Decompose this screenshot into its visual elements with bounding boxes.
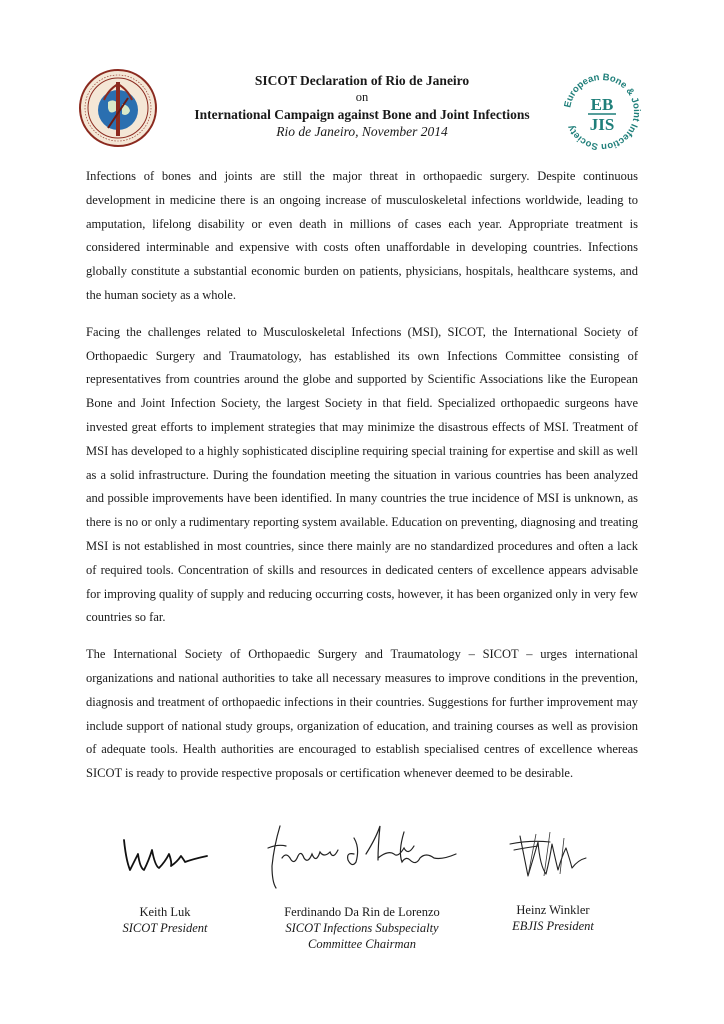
signatory-keith-luk xyxy=(100,904,230,936)
campaign-title: International Campaign against Bone and Joint Infections xyxy=(194,107,530,122)
signatory-name: Heinz Winkler xyxy=(516,903,590,917)
signatory-name: Ferdinando Da Rin de Lorenzo xyxy=(284,905,440,919)
signature-heinz-winkler xyxy=(506,826,590,884)
signatory-name: Keith Luk xyxy=(139,905,191,919)
sicot-emblem-icon xyxy=(78,68,158,148)
signatory-role: SICOT President xyxy=(122,921,208,935)
signatory-heinz-winkler xyxy=(488,902,618,934)
svg-text:EB: EB xyxy=(590,95,614,114)
svg-text:JIS: JIS xyxy=(589,115,615,134)
signatory-role-continued: Committee Chairman xyxy=(308,937,416,951)
signatory-role: SICOT Infections Subspecialty xyxy=(285,921,439,935)
document-title: SICOT Declaration of Rio de Janeiro xyxy=(254,73,470,88)
signature-keith-luk xyxy=(118,834,210,876)
signature-ferdinando-da-rin-de-lorenzo xyxy=(258,818,462,894)
paragraph-3: The International Society of Orthopaedic Surgery and Traumatology – SICOT – urges international organizations and national authorities to take all necessary measures to improve conditions in the prevention, diagnosis and treatment of orthopaedic infections in their countries. Suggestions for further improvement may include support of national study groups, organization of education, and training courses as well as provision of adequate tools. Health authorities are encouraged to establish specialised centres of excellence whereas SICOT is ready to provide respective proposals or certification whenever deemed to be desirable. xyxy=(86,647,638,781)
title-connector: on xyxy=(355,90,369,104)
ebjis-logo-icon xyxy=(560,70,644,154)
document-header xyxy=(160,72,564,140)
paragraph-1: Infections of bones and joints are still the major threat in orthopaedic surgery. Despite continuous development in medicine there is an ongoing increase of musculoskeletal infections worldwide, leading to amputation, lifelong disability or even death in millions of cases each year. Appropriate treatment is considered interminable and expensive with costs often unaffordable in developing countries. Infections globally constitute a substantial economic burden on patients, physicians, hospitals, healthcare systems, and the human society as a whole. xyxy=(86,169,638,302)
svg-text:European Bone & Joint Infectio: European Bone & Joint Infection Society xyxy=(562,71,643,153)
paragraph-2: Facing the challenges related to Musculoskeletal Infections (MSI), SICOT, the International Society of Orthopaedic Surgery and Traumatology, has established its own Infections Committee consisting of representatives from countries around the globe and supported by Scientific Associations like the European Bone and Joint Infection Society, the largest Society in that field. Specialized orthopaedic surgeons have invested great efforts to implement strategies that may minimize the disastrous effects of MSI. Treatment of MSI has developed to a highly sophisticated discipline requiring special training for expertise and skill as well as a solid infrastructure. During the foundation meeting the situation in various countries has been analyzed and possible improvements have been identified. In many countries the true incidence of MSI is unknown, as there is no or only a rudimentary reporting system available. Education on preventing, diagnosing and treating MSI is not established in most countries, since there mainly are no standardized procedures and often a lack of required tools. Concentration of skills and resources in dedicated centers of excellence appears advisable for improving quality of supply and reducing occurring costs, however, it has been organized only in very few countries so far. xyxy=(86,324,638,625)
place-date: Rio de Janeiro, November 2014 xyxy=(276,124,448,139)
declaration-body xyxy=(86,165,638,799)
signatory-ferdinando-da-rin-de-lorenzo xyxy=(252,904,472,952)
signatory-role: EBJIS President xyxy=(512,919,594,933)
